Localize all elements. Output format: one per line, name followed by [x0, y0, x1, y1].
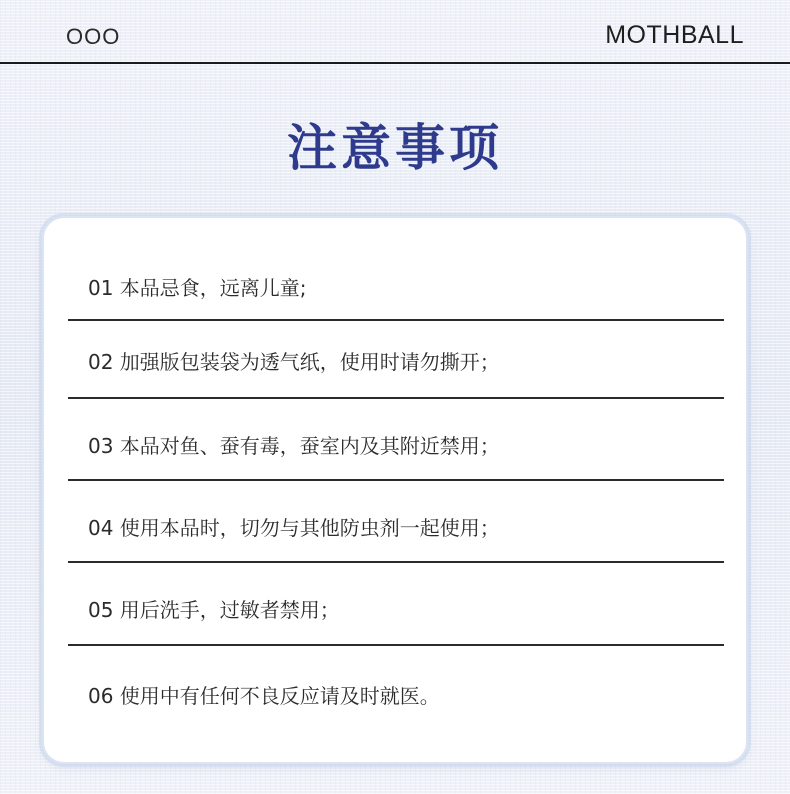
- note-item-1: 01 本品忌食，远离儿童;: [88, 276, 307, 300]
- brand-label: MOTHBALL: [605, 21, 744, 49]
- note-item-2: 02 加强版包装袋为透气纸，使用时请勿撕开；: [88, 350, 500, 374]
- divider-5: [68, 644, 724, 646]
- header-left-label: OOO: [66, 24, 121, 49]
- note-item-5: 05 用后洗手，过敏者禁用；: [88, 598, 340, 622]
- note-item-3: 03 本品对鱼、蚕有毒，蚕室内及其附近禁用；: [88, 434, 500, 458]
- page-title: 注意事项: [287, 119, 503, 177]
- divider-1: [68, 319, 724, 321]
- note-item-6: 06 使用中有任何不良反应请及时就医。: [88, 684, 440, 708]
- divider-2: [68, 397, 724, 399]
- notes-card: [42, 216, 748, 764]
- divider-4: [68, 561, 724, 563]
- header-bar: [0, 0, 790, 64]
- note-item-4: 04 使用本品时，切勿与其他防虫剂一起使用；: [88, 516, 500, 540]
- divider-3: [68, 479, 724, 481]
